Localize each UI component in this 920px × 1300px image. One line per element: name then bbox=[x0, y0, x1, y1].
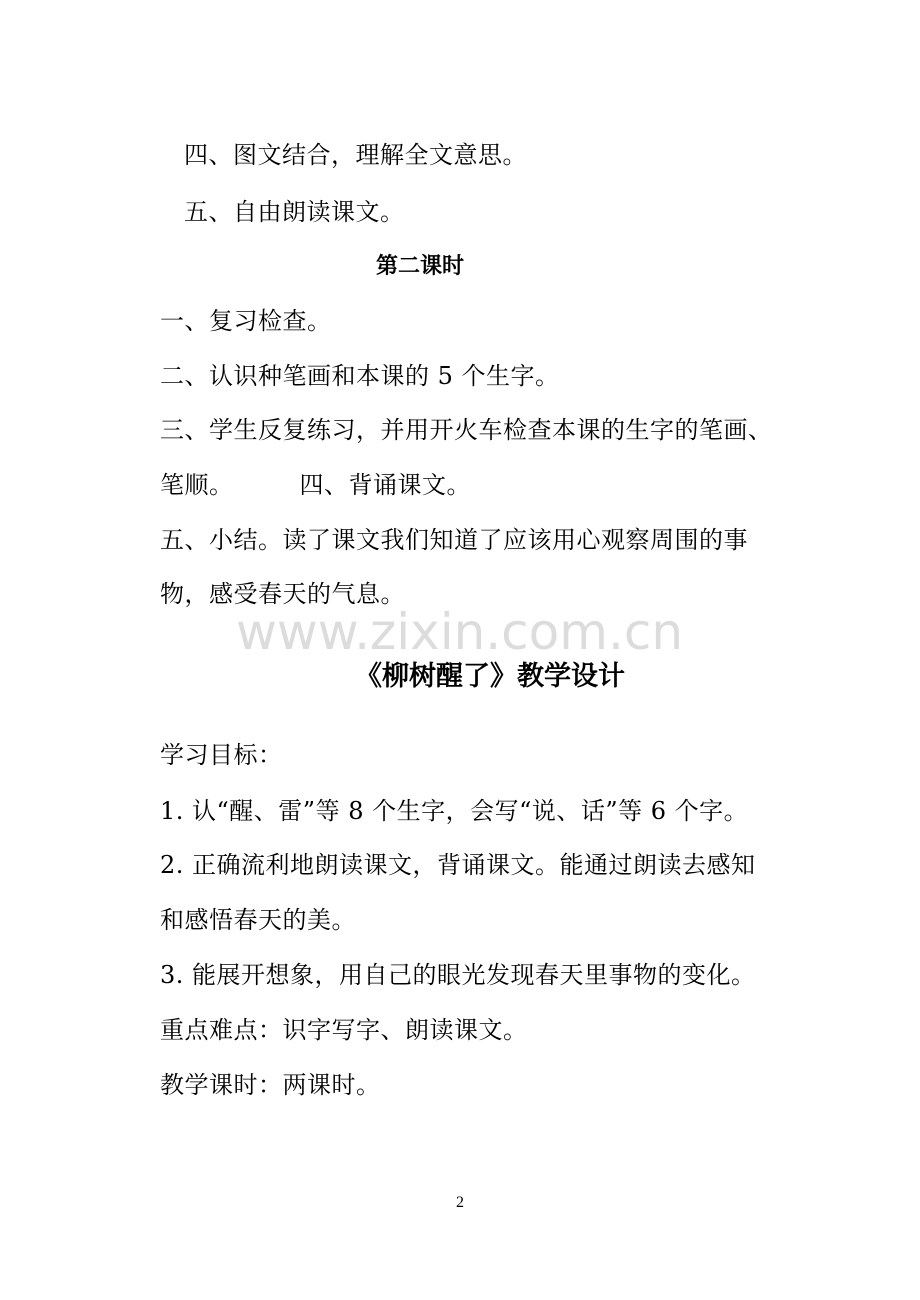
lesson2-heading: 第二课时 bbox=[375, 254, 464, 279]
design-title: 《柳树醒了》教学设计 bbox=[355, 661, 625, 692]
class-hours: 教学课时：两课时。 bbox=[160, 1071, 381, 1099]
lesson2-step-3-4-line bbox=[160, 470, 471, 500]
lesson2-step-5-line-2: 物，感受春天的气息。 bbox=[160, 580, 405, 608]
page-number: 2 bbox=[456, 1194, 464, 1211]
key-points: 重点难点：识字写字、朗读课文。 bbox=[160, 1016, 528, 1044]
lesson2-step-1: 一、复习检查。 bbox=[160, 307, 332, 335]
objectives-label: 学习目标： bbox=[160, 741, 283, 769]
objective-1: 1. 认“醒、雷”等 8 个生字，会写“说、话”等 6 个字。 bbox=[160, 797, 749, 825]
lesson2-step-5-line-1: 五、小结。读了课文我们知道了应该用心观察周围的事 bbox=[160, 526, 748, 554]
lesson1-step-5: 五、自由朗读课文。 bbox=[184, 198, 405, 226]
lesson2-step-3-line-2: 笔顺。 bbox=[160, 471, 234, 499]
lesson2-step-3-line-1: 三、学生反复练习，并用开火车检查本课的生字的笔画、 bbox=[160, 416, 773, 444]
watermark: www.zixin.com.cn bbox=[236, 603, 684, 661]
lesson2-step-4: 四、背诵课文。 bbox=[299, 471, 471, 499]
objective-3: 3. 能展开想象，用自己的眼光发现春天里事物的变化。 bbox=[160, 961, 756, 989]
lesson1-step-4: 四、图文结合，理解全文意思。 bbox=[184, 141, 527, 169]
objective-2-line-2: 和感悟春天的美。 bbox=[160, 906, 356, 934]
objective-2-line-1: 2. 正确流利地朗读课文，背诵课文。能通过朗读去感知 bbox=[160, 851, 756, 879]
lesson2-step-2: 二、认识种笔画和本课的 5 个生字。 bbox=[160, 362, 560, 390]
